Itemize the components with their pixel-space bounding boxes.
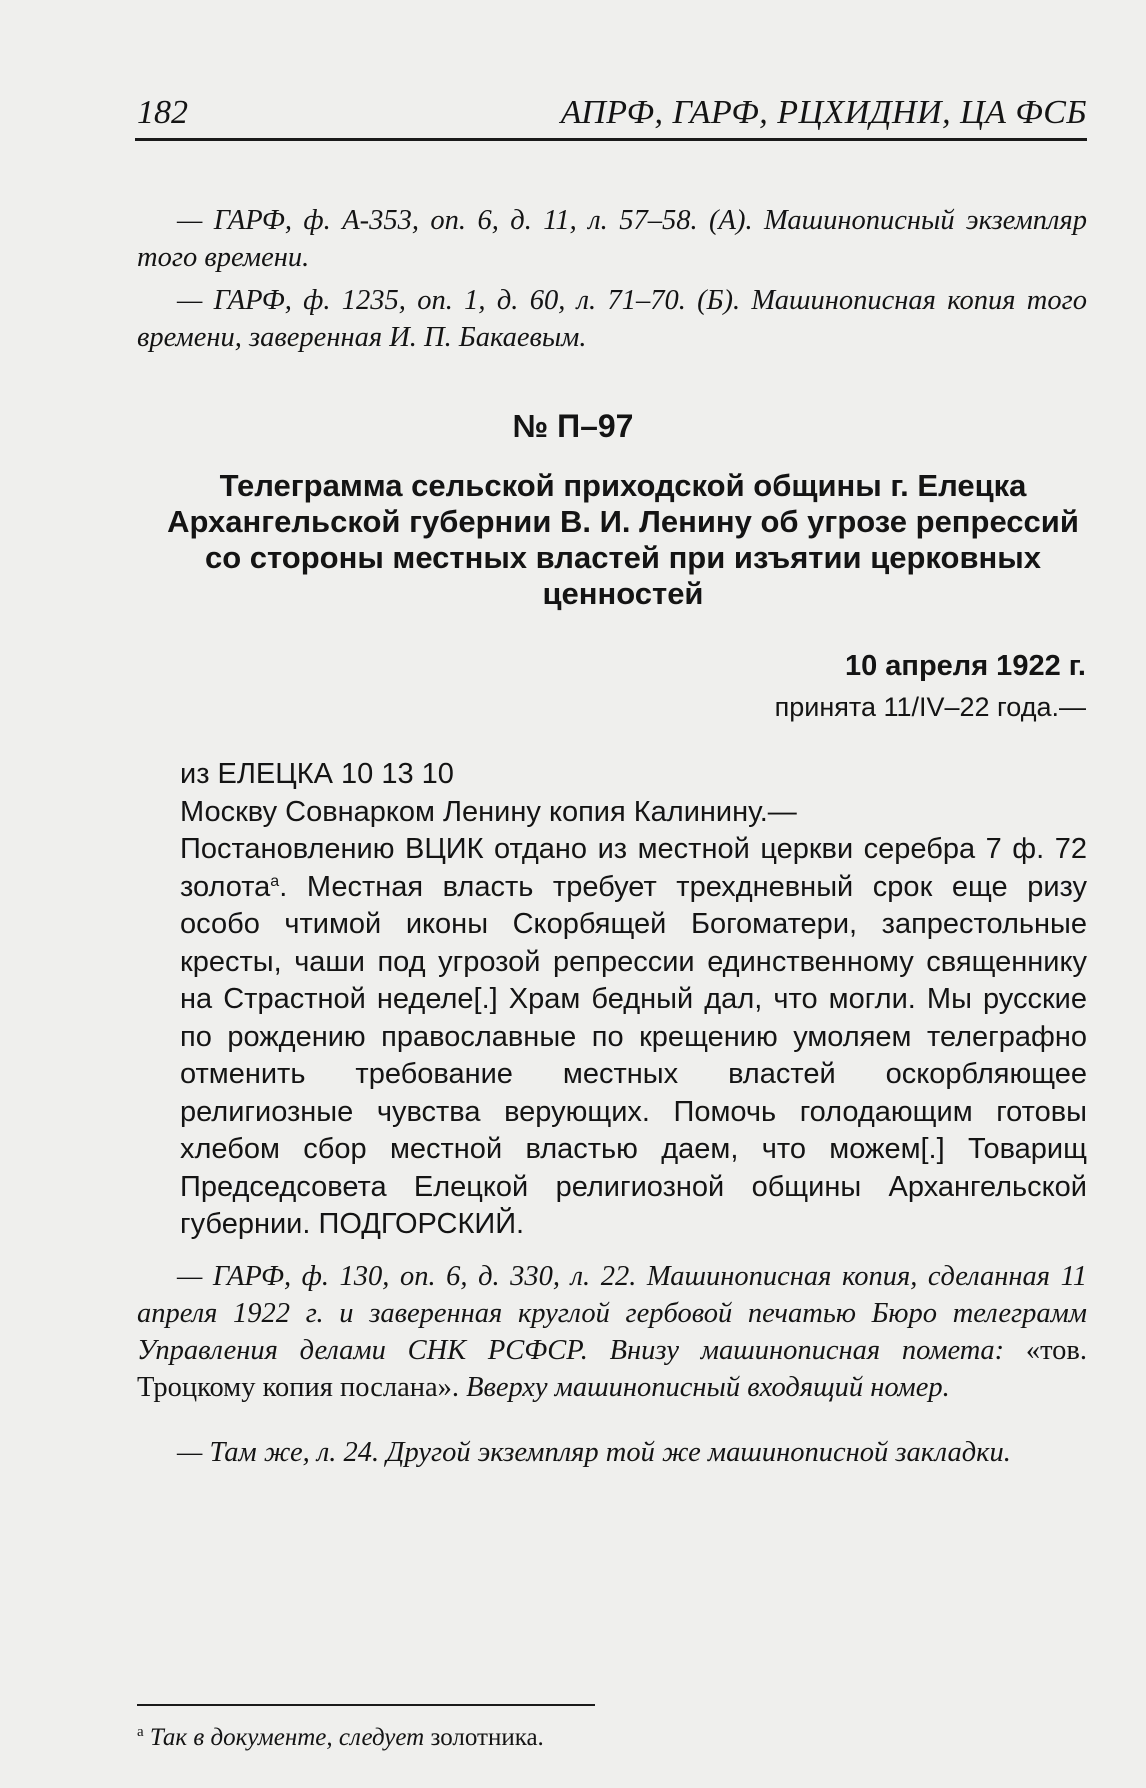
telegram-text <box>180 756 1087 1244</box>
telegram-body-rest: . Местная власть требует трехдневный срок еще ризу особо чтимой иконы Скорбящей Богоматери, запрестольные кресты, чаши под угрозой репрессии единственному священнику на Страстной неделе[.] Храм бедный дал, что могли. Мы русские по рождению православные по крещению умоляем телеграфно отменить требование местных властей оскорбляющее религиозные чувства верующих. Помочь голодающим готовы хлебом сбор местной властью даем, что можем[.] Товарищ Председсовета Елецкой религиозной общины Архангельской губернии. ПОДГОРСКИЙ. <box>180 870 1087 1240</box>
archive-note-1-quote: «тов. Троцкому копия послана». <box>137 1335 1087 1403</box>
telegram-body-start: Постановлению ВЦИК отдано из местной церкви серебра 7 ф. 72 золота <box>180 833 1087 903</box>
document-date: 10 апреля 1922 г. <box>844 650 1086 682</box>
footnote-italic: Так в документе, следует <box>143 1724 425 1751</box>
footnote-divider <box>137 1704 595 1706</box>
footnote-plain: золотника. <box>424 1724 544 1751</box>
source-note-a: — ГАРФ, ф. А-353, оп. 6, д. 11, л. 57–58. (А). Машинописный экземпляр того времени. <box>137 205 1087 273</box>
telegram-origin: из ЕЛЕЦКА 10 13 10 <box>180 758 454 790</box>
archive-note-2: — Там же, л. 24. Другой экземпляр той же машинописной закладки. <box>177 1437 1011 1468</box>
footnote-mark: а <box>137 1724 144 1740</box>
source-note-b: — ГАРФ, ф. 1235, оп. 1, д. 60, л. 71–70. (Б). Машинописная копия того времени, заверенная И. П. Бакаевым. <box>137 285 1087 353</box>
telegram-address: Москву Совнарком Ленину копия Калинину.— <box>180 795 797 828</box>
page-header <box>135 92 1087 141</box>
footnote-marker: а <box>270 872 280 890</box>
archive-note-1-main: — ГАРФ, ф. 130, оп. 6, д. 330, л. 22. Машинописная копия, сделанная 11 апреля 1922 г. и заверенная круглой гербовой печатью Бюро телеграмм Управления делами СНК РСФСР. Внизу машинописная пометa: <box>137 1261 1087 1366</box>
document-number: № П–97 <box>512 408 634 444</box>
received-note: принята 11/IV–22 года.— <box>774 692 1086 722</box>
telegram-body <box>180 831 1087 1244</box>
archive-note-1 <box>137 1258 1087 1406</box>
footnote <box>137 1724 544 1752</box>
archive-note-1-tail: Вверху машинописный входящий номер. <box>459 1372 950 1403</box>
running-title: АПРФ, ГАРФ, РЦХИДНИ, ЦА ФСБ <box>560 94 1087 131</box>
page-number: 182 <box>137 94 188 131</box>
document-title: Телеграмма сельской приходской общины г. Елецка Архангельской губернии В. И. Ленину об угрозе репрессий со стороны местных властей при изъятии церковных ценностей <box>167 468 1079 611</box>
